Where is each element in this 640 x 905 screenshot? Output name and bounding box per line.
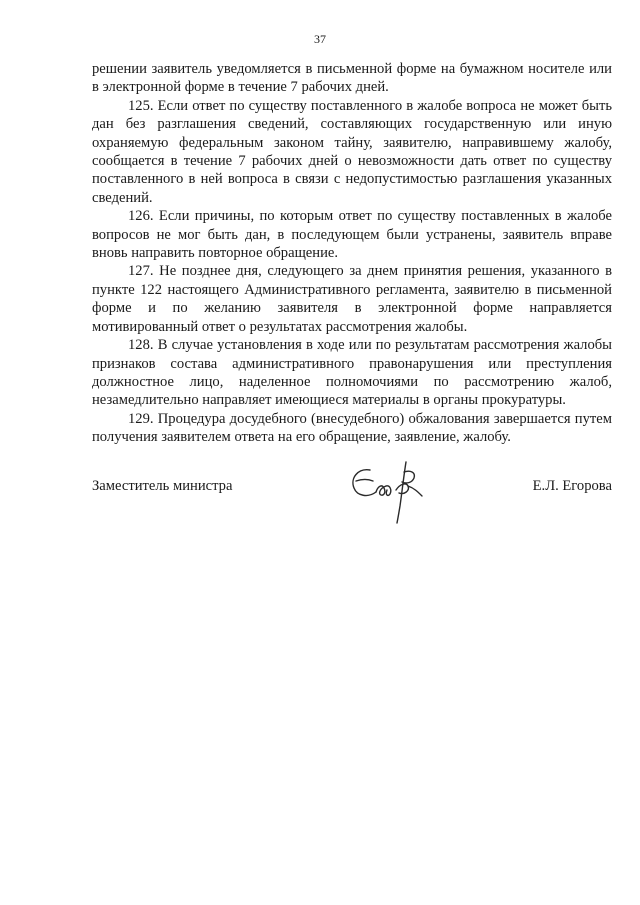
body-text xyxy=(92,60,612,447)
page-number: 37 xyxy=(314,32,326,46)
paragraph-continued: решении заявитель уведомляется в письменной форме на бумажном носителе или в электронной форме в течение 7 рабочих дней. xyxy=(92,61,612,96)
paragraph-125: 125. Если ответ по существу поставленного в жалобе вопроса не может быть дан без разглашения сведений, составляющих государственную или иную охраняемую федеральным законом тайну, заявителю, направившему жалобу, сообщается в течение 7 рабочих дней о невозможности дать ответ по существу поставленного в ней вопроса в связи с недопустимостью разглашения указанных сведений. xyxy=(92,97,612,206)
paragraph-126: 126. Если причины, по которым ответ по существу поставленных в жалобе вопросов не мог быть дан, в последующем были устранены, заявитель вправе вновь направить повторное обращение. xyxy=(92,208,612,262)
paragraph-128: 128. В случае установления в ходе или по результатам рассмотрения жалобы признаков состава административного правонарушения или преступления должностное лицо, наделенное полномочиями по рассмотрению жалоб, незамедлительно направляет имеющиеся материалы в органы прокуратуры. xyxy=(92,337,612,409)
signer-name: Е.Л. Егорова xyxy=(532,478,612,494)
signer-position: Заместитель министра xyxy=(92,478,233,494)
paragraph-127: 127. Не позднее дня, следующего за днем принятия решения, указанного в пункте 122 настоящего Административного регламента, заявителю в письменной форме и по желанию заявителя в электронной форме направляется мотивированный ответ о результатах рассмотрения жалобы. xyxy=(92,263,612,335)
handwritten-signature-icon xyxy=(344,448,434,528)
paragraph-129: 129. Процедура досудебного (внесудебного) обжалования завершается путем получения заявителем ответа на его обращение, заявление, жалобу. xyxy=(92,410,612,446)
signature-block xyxy=(92,448,612,548)
